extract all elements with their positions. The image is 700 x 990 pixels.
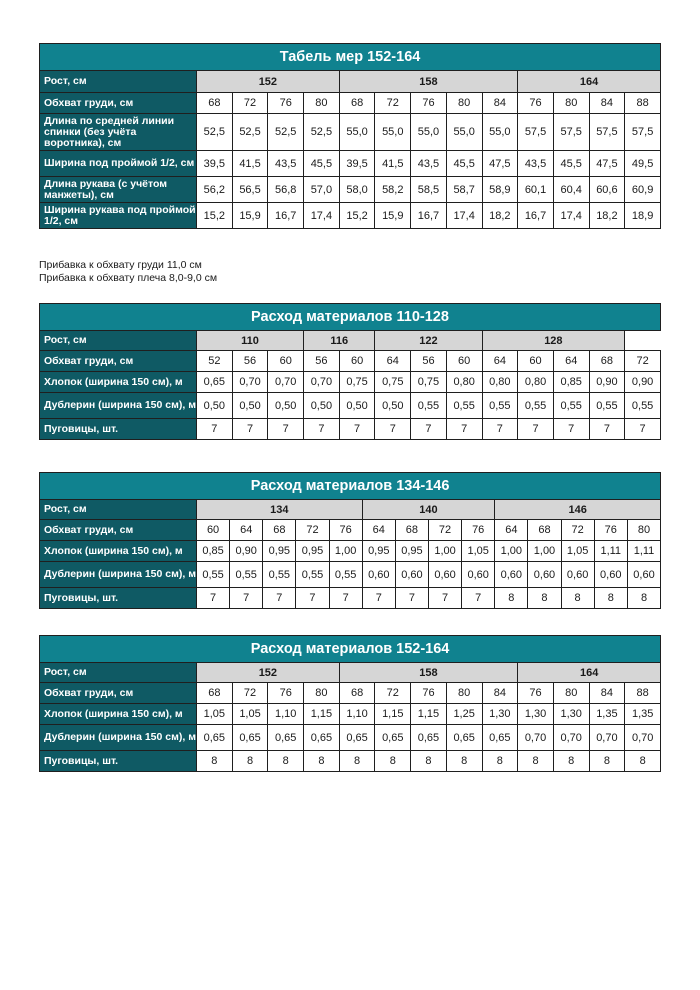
row-label: Ширина рукава под проймой 1/2, см	[40, 203, 197, 229]
table-cell: 8	[625, 751, 661, 772]
table-cell: 1,15	[375, 704, 411, 725]
table-cell: 0,95	[296, 541, 329, 562]
table-cell: 7	[625, 419, 661, 440]
table-cell: 0,85	[553, 372, 589, 393]
table-cell: 58,9	[482, 177, 518, 203]
table-title-row	[40, 304, 661, 331]
table-cell: 1,00	[329, 541, 362, 562]
row-label: Хлопок (ширина 150 см), м	[40, 541, 197, 562]
table-cell: 0,95	[395, 541, 428, 562]
table-cell: 60	[268, 351, 304, 372]
row-label: Обхват груди, см	[40, 520, 197, 541]
table-cell: 0,75	[339, 372, 375, 393]
table-cell: 55,0	[375, 114, 411, 151]
table-cell: 0,55	[446, 393, 482, 419]
table-cell: 72	[375, 93, 411, 114]
table-cell: 0,95	[362, 541, 395, 562]
table-cell: 0,55	[553, 393, 589, 419]
table-cell: 0,70	[518, 725, 554, 751]
table-cell: 1,05	[197, 704, 233, 725]
table-cell: 57,0	[304, 177, 340, 203]
table-cell: 0,60	[395, 562, 428, 588]
table-cell: 1,05	[561, 541, 594, 562]
table-cell: 0,55	[197, 562, 230, 588]
table-cell: 7	[518, 419, 554, 440]
table-cell: 0,60	[462, 562, 495, 588]
table-cell: 18,2	[482, 203, 518, 229]
table-cell: 0,80	[518, 372, 554, 393]
table-cell: 80	[446, 683, 482, 704]
table-cell: 58,7	[446, 177, 482, 203]
table-cell: 15,2	[339, 203, 375, 229]
table-cell: 56,5	[232, 177, 268, 203]
table-cell: 0,55	[625, 393, 661, 419]
table-cell: 60	[446, 351, 482, 372]
table-cell: 76	[462, 520, 495, 541]
height-group-header: 164	[518, 71, 661, 93]
table-cell: 0,55	[329, 562, 362, 588]
table-cell: 68	[395, 520, 428, 541]
table-cell: 60	[518, 351, 554, 372]
table-cell: 68	[197, 93, 233, 114]
table-cell: 57,5	[518, 114, 554, 151]
table-cell: 0,60	[594, 562, 627, 588]
table-cell: 7	[395, 588, 428, 609]
table-cell: 0,50	[339, 393, 375, 419]
table-row	[40, 419, 661, 440]
table-cell: 7	[268, 419, 304, 440]
table-title: Расход материалов 134-146	[40, 473, 661, 500]
table-row	[40, 372, 661, 393]
table-cell: 0,65	[375, 725, 411, 751]
table-cell: 55,0	[411, 114, 447, 151]
row-label: Обхват груди, см	[40, 93, 197, 114]
height-group-header: 152	[197, 71, 340, 93]
table-cell: 0,90	[230, 541, 263, 562]
table-cell: 55,0	[339, 114, 375, 151]
table-cell: 52,5	[304, 114, 340, 151]
table-row	[40, 683, 661, 704]
table-cell: 7	[329, 588, 362, 609]
materials-table-134-146	[39, 472, 661, 609]
table-row	[40, 725, 661, 751]
table-cell: 16,7	[268, 203, 304, 229]
table-cell: 7	[428, 588, 461, 609]
table-cell: 0,80	[482, 372, 518, 393]
table-cell: 64	[375, 351, 411, 372]
table-title: Расход материалов 110-128	[40, 304, 661, 331]
table-cell: 0,65	[339, 725, 375, 751]
table-cell: 0,60	[528, 562, 561, 588]
table-cell: 64	[482, 351, 518, 372]
height-group-row	[40, 71, 661, 93]
table-cell: 18,9	[625, 203, 661, 229]
table-cell: 80	[553, 683, 589, 704]
table-cell: 0,65	[197, 372, 233, 393]
table-cell: 39,5	[197, 151, 233, 177]
table-cell: 76	[268, 683, 304, 704]
table-cell: 0,50	[375, 393, 411, 419]
table-cell: 72	[428, 520, 461, 541]
table-cell: 0,60	[428, 562, 461, 588]
row-label: Пуговицы, шт.	[40, 419, 197, 440]
table-title-row	[40, 44, 661, 71]
table-cell: 0,55	[518, 393, 554, 419]
table-cell: 0,70	[553, 725, 589, 751]
note-chest-allowance: Прибавка к обхвату груди 11,0 см	[39, 259, 202, 271]
table-cell: 8	[268, 751, 304, 772]
table-row	[40, 151, 661, 177]
table-cell: 1,35	[625, 704, 661, 725]
table-cell: 7	[482, 419, 518, 440]
table-cell: 0,65	[304, 725, 340, 751]
table-cell: 47,5	[589, 151, 625, 177]
height-group-header: 110	[197, 331, 304, 351]
table-row	[40, 393, 661, 419]
table-cell: 1,15	[411, 704, 447, 725]
height-group-header: 158	[339, 663, 517, 683]
table-cell: 41,5	[375, 151, 411, 177]
table-cell: 0,65	[446, 725, 482, 751]
table-cell: 1,30	[518, 704, 554, 725]
table-cell: 56,8	[268, 177, 304, 203]
table-cell: 1,05	[232, 704, 268, 725]
materials-table-152-164	[39, 635, 661, 772]
height-group-header: 164	[518, 663, 661, 683]
table-row	[40, 704, 661, 725]
table-cell: 88	[625, 683, 661, 704]
table-cell: 43,5	[268, 151, 304, 177]
table-cell: 0,60	[362, 562, 395, 588]
table-cell: 57,5	[625, 114, 661, 151]
row-label: Рост, см	[40, 331, 197, 351]
table-cell: 64	[495, 520, 528, 541]
table-cell: 55,0	[446, 114, 482, 151]
table-cell: 0,50	[197, 393, 233, 419]
table-cell: 1,00	[528, 541, 561, 562]
table-cell: 56	[411, 351, 447, 372]
table-cell: 0,50	[304, 393, 340, 419]
table-cell: 16,7	[411, 203, 447, 229]
table-cell: 7	[362, 588, 395, 609]
table-cell: 0,55	[411, 393, 447, 419]
table-cell: 76	[411, 93, 447, 114]
table-cell: 0,50	[232, 393, 268, 419]
table-cell: 56	[232, 351, 268, 372]
table-cell: 8	[594, 588, 627, 609]
table-cell: 55,0	[482, 114, 518, 151]
row-label: Пуговицы, шт.	[40, 751, 197, 772]
table-cell: 76	[329, 520, 362, 541]
table-cell: 8	[561, 588, 594, 609]
table-cell: 1,35	[589, 704, 625, 725]
table-cell: 0,95	[263, 541, 296, 562]
table-cell: 80	[304, 93, 340, 114]
table-row	[40, 520, 661, 541]
table-cell: 72	[561, 520, 594, 541]
table-cell: 8	[197, 751, 233, 772]
row-label: Обхват груди, см	[40, 683, 197, 704]
table-cell: 7	[230, 588, 263, 609]
table-cell: 7	[263, 588, 296, 609]
table-cell: 1,05	[462, 541, 495, 562]
table-cell: 0,70	[304, 372, 340, 393]
height-group-header: 128	[482, 331, 625, 351]
table-cell: 68	[263, 520, 296, 541]
table-cell: 49,5	[625, 151, 661, 177]
table-cell: 8	[528, 588, 561, 609]
table-cell: 0,60	[627, 562, 660, 588]
table-cell: 72	[625, 351, 661, 372]
table-cell: 80	[304, 683, 340, 704]
table-cell: 7	[589, 419, 625, 440]
table-cell: 64	[362, 520, 395, 541]
table-cell: 72	[375, 683, 411, 704]
table-cell: 84	[589, 683, 625, 704]
table-cell: 0,70	[625, 725, 661, 751]
table-cell: 45,5	[304, 151, 340, 177]
table-cell: 80	[627, 520, 660, 541]
table-cell: 0,75	[375, 372, 411, 393]
row-label: Ширина под проймой 1/2, см	[40, 151, 197, 177]
materials-table-110-128	[39, 303, 661, 440]
row-label: Рост, см	[40, 500, 197, 520]
table-cell: 88	[625, 93, 661, 114]
table-cell: 56	[304, 351, 340, 372]
table-cell: 7	[232, 419, 268, 440]
table-cell: 68	[528, 520, 561, 541]
table-row	[40, 203, 661, 229]
table-cell: 7	[446, 419, 482, 440]
table-cell: 7	[304, 419, 340, 440]
table-cell: 84	[589, 93, 625, 114]
row-label: Обхват груди, см	[40, 351, 197, 372]
table-cell: 7	[296, 588, 329, 609]
table-cell: 0,55	[230, 562, 263, 588]
table-cell: 52,5	[268, 114, 304, 151]
table-cell: 0,55	[482, 393, 518, 419]
row-label: Дублерин (ширина 150 см), м	[40, 562, 197, 588]
table-cell: 17,4	[304, 203, 340, 229]
table-cell: 60	[339, 351, 375, 372]
table-cell: 8	[627, 588, 660, 609]
table-cell: 58,0	[339, 177, 375, 203]
table-cell: 52,5	[197, 114, 233, 151]
table-cell: 0,65	[411, 725, 447, 751]
table-cell: 0,55	[589, 393, 625, 419]
table-cell: 1,10	[339, 704, 375, 725]
table-cell: 0,55	[263, 562, 296, 588]
table-cell: 7	[375, 419, 411, 440]
table-cell: 76	[518, 683, 554, 704]
table-cell: 52	[197, 351, 233, 372]
table-cell: 15,9	[375, 203, 411, 229]
table-cell: 8	[553, 751, 589, 772]
height-group-header: 146	[495, 500, 661, 520]
table-cell: 0,65	[197, 725, 233, 751]
table-row	[40, 751, 661, 772]
table-cell: 8	[495, 588, 528, 609]
table-cell: 76	[411, 683, 447, 704]
table-cell: 0,70	[268, 372, 304, 393]
table-cell: 64	[230, 520, 263, 541]
table-cell: 80	[446, 93, 482, 114]
table-title-row	[40, 473, 661, 500]
table-cell: 68	[339, 93, 375, 114]
table-cell: 1,10	[268, 704, 304, 725]
table-cell: 57,5	[589, 114, 625, 151]
table-cell: 0,65	[232, 725, 268, 751]
table-cell: 45,5	[446, 151, 482, 177]
table-cell: 64	[553, 351, 589, 372]
table-cell: 1,30	[482, 704, 518, 725]
table-cell: 58,5	[411, 177, 447, 203]
row-label: Длина по средней линии спинки (без учёта воротника), см	[40, 114, 197, 151]
table-cell: 1,25	[446, 704, 482, 725]
height-group-header: 140	[362, 500, 495, 520]
table-cell: 0,70	[589, 725, 625, 751]
row-label: Пуговицы, шт.	[40, 588, 197, 609]
table-cell: 0,90	[589, 372, 625, 393]
table-cell: 7	[411, 419, 447, 440]
height-group-header: 152	[197, 663, 340, 683]
table-cell: 0,90	[625, 372, 661, 393]
table-row	[40, 93, 661, 114]
table-cell: 8	[518, 751, 554, 772]
table-cell: 17,4	[553, 203, 589, 229]
table-cell: 0,70	[232, 372, 268, 393]
height-group-row	[40, 500, 661, 520]
table-cell: 57,5	[553, 114, 589, 151]
height-group-header: 116	[304, 331, 375, 351]
table-row	[40, 114, 661, 151]
row-label: Рост, см	[40, 71, 197, 93]
table-cell: 43,5	[411, 151, 447, 177]
table-cell: 76	[518, 93, 554, 114]
table-cell: 7	[553, 419, 589, 440]
table-row	[40, 351, 661, 372]
table-title: Табель мер 152-164	[40, 44, 661, 71]
table-cell: 39,5	[339, 151, 375, 177]
table-cell: 1,11	[594, 541, 627, 562]
table-cell: 56,2	[197, 177, 233, 203]
table-cell: 18,2	[589, 203, 625, 229]
table-cell: 8	[375, 751, 411, 772]
height-group-row	[40, 331, 661, 351]
table-row	[40, 541, 661, 562]
table-cell: 84	[482, 93, 518, 114]
table-cell: 0,85	[197, 541, 230, 562]
table-cell: 1,15	[304, 704, 340, 725]
table-cell: 0,60	[561, 562, 594, 588]
table-cell: 68	[197, 683, 233, 704]
table-row	[40, 177, 661, 203]
table-cell: 41,5	[232, 151, 268, 177]
notes	[39, 259, 217, 285]
table-cell: 17,4	[446, 203, 482, 229]
table-cell: 8	[232, 751, 268, 772]
table-title: Расход материалов 152-164	[40, 636, 661, 663]
table-cell: 0,75	[411, 372, 447, 393]
table-cell: 8	[339, 751, 375, 772]
table-cell: 0,65	[482, 725, 518, 751]
table-cell: 0,80	[446, 372, 482, 393]
table-cell: 0,60	[495, 562, 528, 588]
table-cell: 60,1	[518, 177, 554, 203]
table-cell: 15,2	[197, 203, 233, 229]
table-cell: 72	[232, 93, 268, 114]
table-row	[40, 588, 661, 609]
table-cell: 1,00	[495, 541, 528, 562]
table-cell: 47,5	[482, 151, 518, 177]
table-cell: 60,4	[553, 177, 589, 203]
table-cell: 7	[197, 588, 230, 609]
table-cell: 72	[232, 683, 268, 704]
table-cell: 60	[197, 520, 230, 541]
table-title-row	[40, 636, 661, 663]
table-cell: 60,9	[625, 177, 661, 203]
height-group-header: 134	[197, 500, 363, 520]
table-cell: 60,6	[589, 177, 625, 203]
table-cell: 43,5	[518, 151, 554, 177]
row-label: Рост, см	[40, 663, 197, 683]
table-cell: 0,55	[296, 562, 329, 588]
height-group-header: 122	[375, 331, 482, 351]
note-shoulder-allowance: Прибавка к обхвату плеча 8,0-9,0 см	[39, 272, 218, 284]
table-cell: 8	[411, 751, 447, 772]
row-label: Дублерин (ширина 150 см), м	[40, 393, 197, 419]
table-cell: 7	[197, 419, 233, 440]
table-cell: 8	[482, 751, 518, 772]
row-label: Хлопок (ширина 150 см), м	[40, 704, 197, 725]
table-cell: 1,30	[553, 704, 589, 725]
table-cell: 68	[589, 351, 625, 372]
table-cell: 1,00	[428, 541, 461, 562]
table-row	[40, 562, 661, 588]
table-cell: 72	[296, 520, 329, 541]
measures-table	[39, 43, 661, 229]
table-cell: 68	[339, 683, 375, 704]
table-cell: 0,65	[268, 725, 304, 751]
table-cell: 16,7	[518, 203, 554, 229]
table-cell: 0,50	[268, 393, 304, 419]
table-cell: 84	[482, 683, 518, 704]
table-cell: 8	[589, 751, 625, 772]
row-label: Длина рукава (с учётом манжеты), см	[40, 177, 197, 203]
table-cell: 15,9	[232, 203, 268, 229]
table-cell: 76	[268, 93, 304, 114]
table-cell: 52,5	[232, 114, 268, 151]
height-group-header: 158	[339, 71, 517, 93]
height-group-row	[40, 663, 661, 683]
table-cell: 8	[446, 751, 482, 772]
table-cell: 80	[553, 93, 589, 114]
row-label: Дублерин (ширина 150 см), м	[40, 725, 197, 751]
table-cell: 76	[594, 520, 627, 541]
table-cell: 1,11	[627, 541, 660, 562]
table-cell: 7	[462, 588, 495, 609]
table-cell: 8	[304, 751, 340, 772]
table-cell: 45,5	[553, 151, 589, 177]
row-label: Хлопок (ширина 150 см), м	[40, 372, 197, 393]
table-cell: 7	[339, 419, 375, 440]
table-cell: 58,2	[375, 177, 411, 203]
